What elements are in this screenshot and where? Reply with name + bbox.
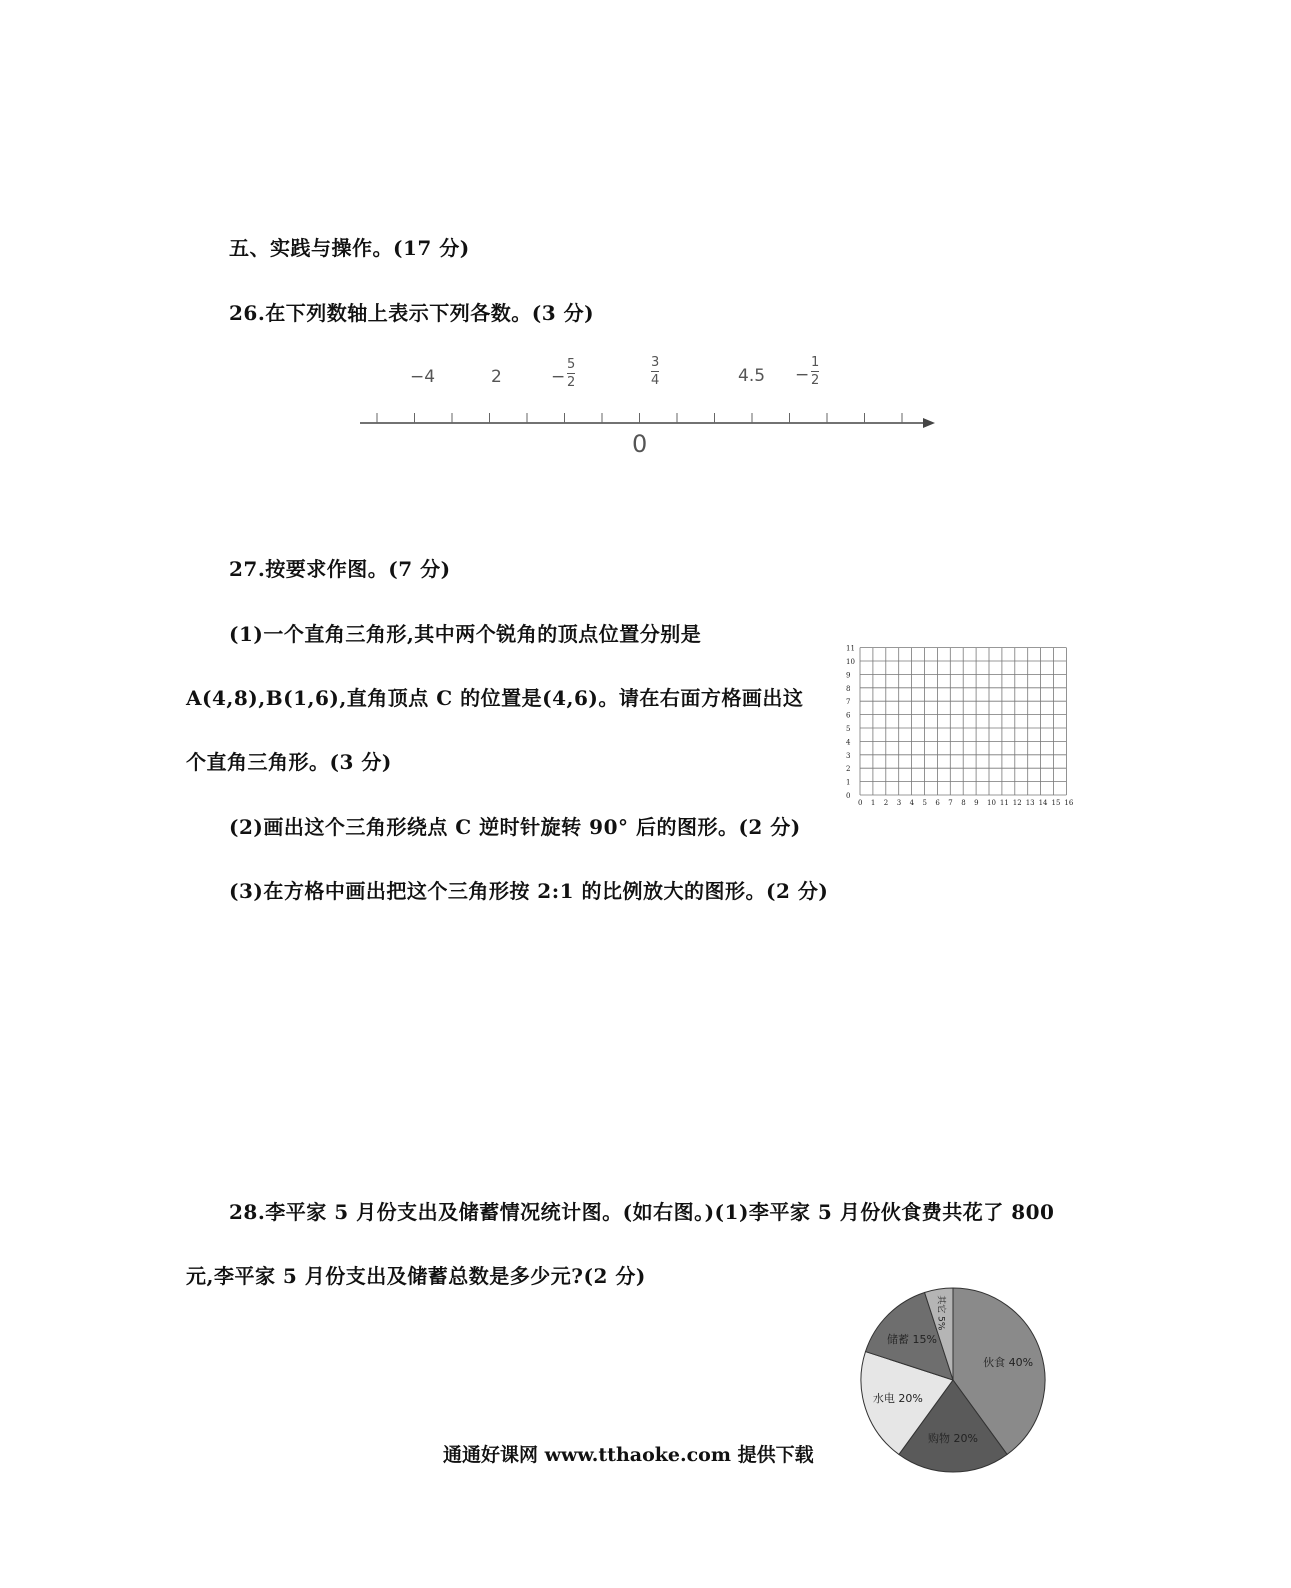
- grid-x-label: 3: [896, 799, 902, 807]
- fraction-bar: [567, 373, 575, 374]
- grid-y-label: 9: [846, 671, 851, 680]
- grid-x-label: 15: [1051, 799, 1061, 807]
- grid-x-label: 2: [883, 799, 889, 807]
- grid-y-label: 7: [846, 698, 851, 707]
- grid-y-label: 8: [846, 684, 851, 693]
- grid-y-label: 5: [846, 725, 851, 733]
- pie-slice-label: 水电 20%: [872, 1391, 923, 1405]
- pie-chart: [853, 1280, 1053, 1480]
- grid-y-label: 10: [846, 658, 855, 666]
- fraction-denominator: 4: [651, 373, 660, 388]
- number-neg4: −4: [410, 367, 436, 387]
- fraction-numerator: 5: [567, 357, 576, 372]
- grid-y-label: 11: [846, 644, 855, 653]
- grid-y-label: 1: [846, 778, 851, 787]
- number-neg-1-2: [795, 355, 820, 388]
- grid-x-label: 16: [1064, 799, 1074, 807]
- q27-part2: (2)画出这个三角形绕点 C 逆时针旋转 90° 后的图形。(2 分): [229, 815, 801, 839]
- grid-x-label: 9: [974, 799, 979, 807]
- grid-x-label: 1: [870, 799, 876, 807]
- fraction-denominator: 2: [567, 375, 576, 390]
- number-2: 2: [491, 367, 502, 387]
- grid-x-label: 4: [909, 799, 915, 807]
- q27-part3: (3)在方格中画出把这个三角形按 2:1 的比例放大的图形。(2 分): [229, 879, 829, 903]
- grid-x-label: 14: [1038, 799, 1048, 807]
- pie-slice-label: 其它 5%: [935, 1295, 946, 1331]
- q27-part1-line2: A(4,8),B(1,6),直角顶点 C 的位置是(4,6)。请在右面方格画出这: [186, 686, 804, 710]
- fraction-numerator: 3: [651, 355, 660, 370]
- fraction-numerator: 1: [811, 355, 820, 370]
- grid-x-label: 7: [948, 799, 953, 807]
- q27-prompt: 27.按要求作图。(7 分): [229, 557, 451, 581]
- q27-part1-line1: (1)一个直角三角形,其中两个锐角的顶点位置分别是: [229, 622, 702, 646]
- footer-text: 通通好课网 www.tthaoke.com 提供下载: [443, 1444, 814, 1466]
- q28-prompt-line2: 元,李平家 5 月份支出及储蓄总数是多少元?(2 分): [186, 1264, 646, 1288]
- coordinate-grid: [840, 643, 1080, 818]
- origin-label: 0: [632, 430, 648, 458]
- number-4-5: 4.5: [738, 366, 766, 386]
- fraction-denominator: 2: [811, 373, 820, 388]
- grid-y-label: 2: [846, 765, 851, 774]
- grid-x-label: 13: [1025, 799, 1035, 807]
- number-3-4: [651, 355, 659, 388]
- grid-y-label: 4: [846, 738, 851, 747]
- section-title: 五、实践与操作。(17 分): [229, 236, 470, 260]
- grid-x-label: 0: [858, 799, 863, 807]
- fraction-bar: [811, 371, 819, 372]
- grid-x-label: 6: [935, 799, 940, 807]
- q27-part1-line3: 个直角三角形。(3 分): [186, 750, 392, 774]
- grid-y-label: 3: [846, 751, 851, 760]
- grid-y-label: 0: [846, 792, 851, 800]
- fraction-bar: [651, 371, 659, 372]
- grid-x-label: 8: [961, 799, 966, 807]
- fraction-sign: −: [551, 367, 566, 387]
- q28-prompt-line1: 28.李平家 5 月份支出及储蓄情况统计图。(如右图。)(1)李平家 5 月份伙食费共花了 800: [229, 1200, 1055, 1224]
- pie-slice-label: 购物 20%: [928, 1432, 978, 1445]
- pie-slice-label: 储蓄 15%: [887, 1332, 937, 1346]
- pie-slice-label: 伙食 40%: [983, 1356, 1034, 1370]
- number-line: [355, 405, 955, 445]
- q26-prompt: 26.在下列数轴上表示下列各数。(3 分): [229, 301, 595, 325]
- grid-x-label: 10: [987, 799, 996, 807]
- grid-x-label: 11: [999, 799, 1009, 807]
- fraction-sign: −: [795, 365, 810, 385]
- number-neg-5-2: [551, 357, 576, 390]
- grid-x-label: 12: [1012, 799, 1022, 807]
- grid-y-label: 6: [846, 711, 851, 720]
- grid-x-label: 5: [922, 799, 927, 807]
